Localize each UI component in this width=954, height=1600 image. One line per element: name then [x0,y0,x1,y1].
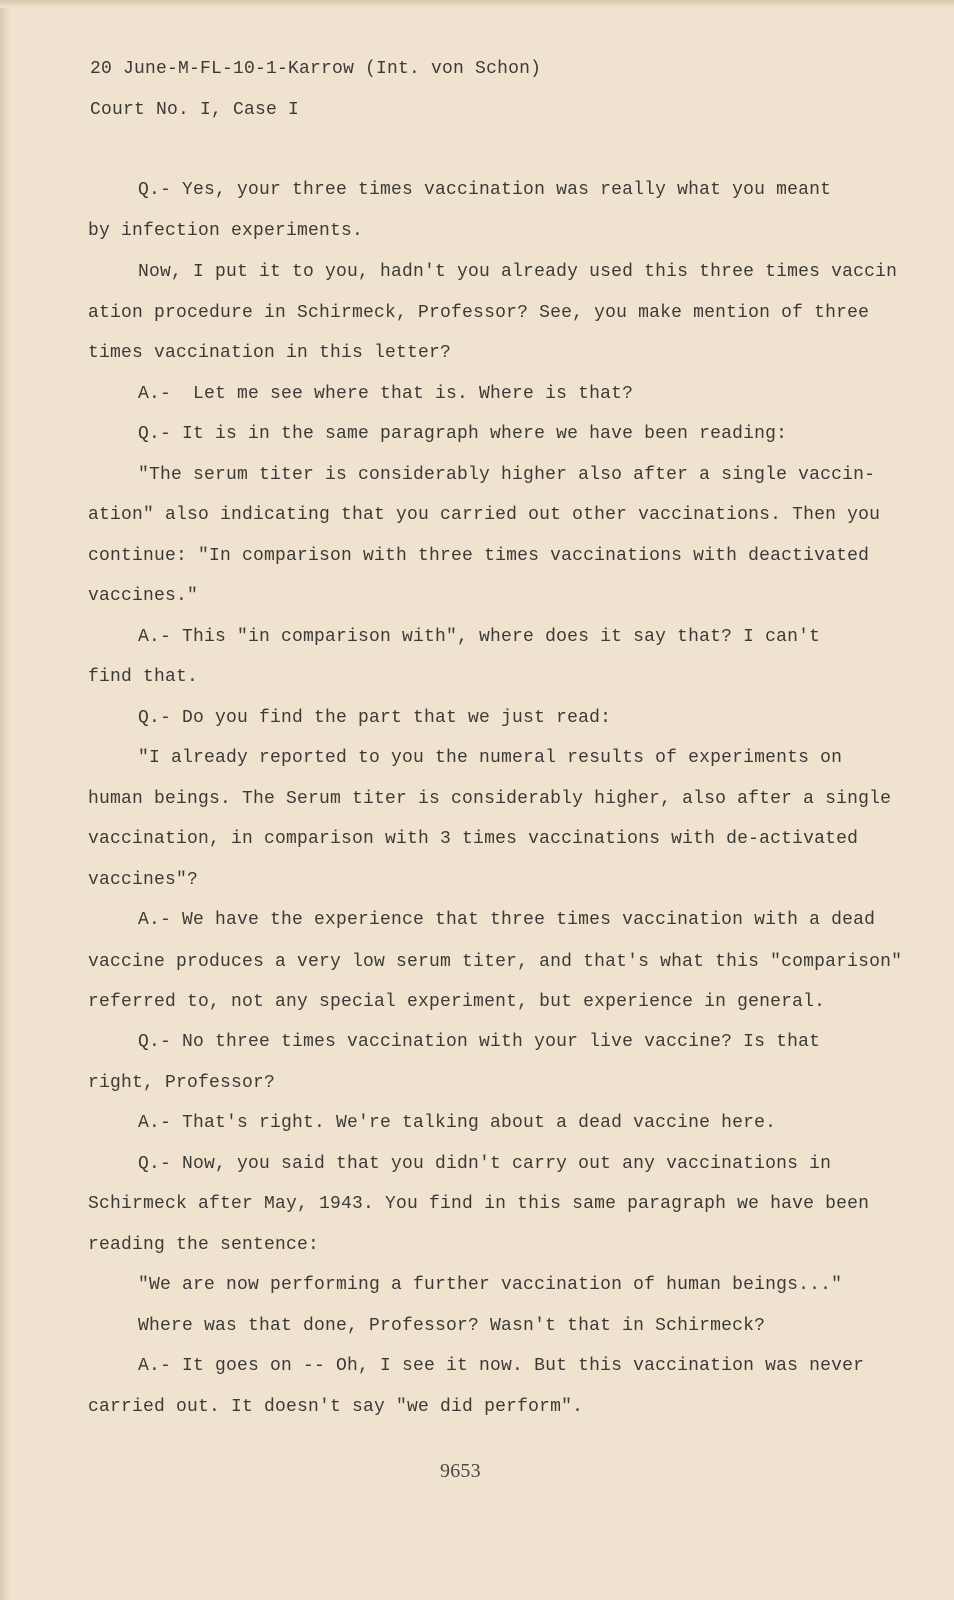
page-number: 9653 [440,1460,481,1482]
text-line: A.- This "in comparison with", where does it say that? I can't [138,627,821,647]
page-top-shadow [0,0,954,8]
text-line: "The serum titer is considerably higher also after a single vaccin- [138,465,876,485]
text-line: referred to, not any special experiment, but experience in general. [88,992,826,1012]
page-edge-shadow [0,0,10,1600]
text-line: A.- That's right. We're talking about a dead vaccine here. [138,1113,777,1133]
text-line: Q.- Yes, your three times vaccination was really what you meant [138,180,832,200]
text-line: Schirmeck after May, 1943. You find in this same paragraph we have been [88,1194,870,1214]
text-line: A.- Let me see where that is. Where is that? [138,384,634,404]
text-line: reading the sentence: [88,1235,320,1255]
text-line: human beings. The Serum titer is considerably higher, also after a single [88,789,892,809]
text-line: Where was that done, Professor? Wasn't that in Schirmeck? [138,1316,766,1336]
text-line: Q.- Now, you said that you didn't carry out any vaccinations in [138,1154,832,1174]
header-line-2: Court No. I, Case I [90,100,300,120]
text-line: A.- We have the experience that three times vaccination with a dead [138,910,876,930]
text-line: ation procedure in Schirmeck, Professor? See, you make mention of three [88,303,870,323]
text-line: right, Professor? [88,1073,276,1093]
text-line: Q.- It is in the same paragraph where we have been reading: [138,424,788,444]
text-line: carried out. It doesn't say "we did perform". [88,1397,584,1417]
text-line: vaccination, in comparison with 3 times vaccinations with de-activated [88,829,859,849]
text-line: by infection experiments. [88,221,364,241]
text-line: times vaccination in this letter? [88,343,452,363]
text-line: Q.- No three times vaccination with your live vaccine? Is that [138,1032,821,1052]
text-line: find that. [88,667,199,687]
text-line: ation" also indicating that you carried out other vaccinations. Then you [88,505,881,525]
text-line: Now, I put it to you, hadn't you already used this three times vaccin [138,262,898,282]
text-line: A.- It goes on -- Oh, I see it now. But this vaccination was never [138,1356,865,1376]
text-line: Q.- Do you find the part that we just read: [138,708,612,728]
text-line: "I already reported to you the numeral results of experiments on [138,748,843,768]
text-line: continue: "In comparison with three times vaccinations with deactivated [88,546,870,566]
text-line: vaccine produces a very low serum titer, and that's what this "comparison" [88,952,903,972]
text-line: vaccines"? [88,870,199,890]
header-line-1: 20 June-M-FL-10-1-Karrow (Int. von Schon) [90,59,542,79]
text-line: "We are now performing a further vaccination of human beings..." [138,1275,843,1295]
text-line: vaccines." [88,586,199,606]
